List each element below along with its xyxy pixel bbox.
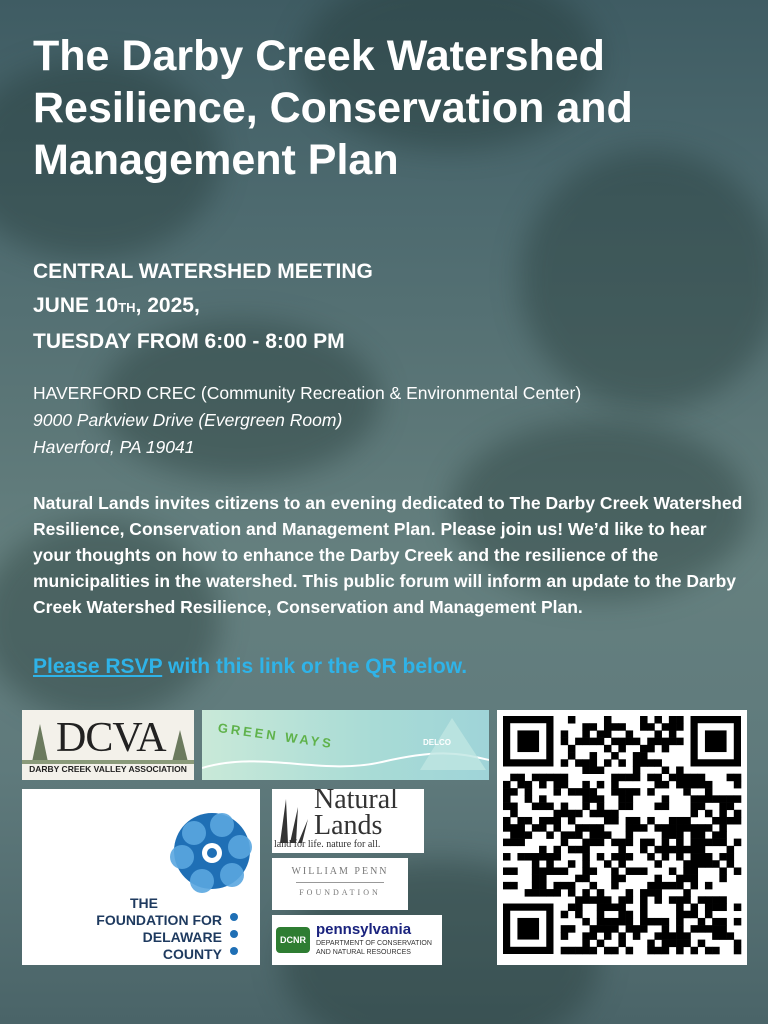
grass-icon	[274, 793, 314, 845]
venue-address-line1: 9000 Parkview Drive (Evergreen Room)	[33, 410, 343, 430]
meeting-details	[33, 255, 373, 359]
natural-lands-logo: Natural Lands land for life. nature for all.	[272, 789, 424, 853]
dcva-logo: DCVA DARBY CREEK VALLEY ASSOCIATION	[22, 710, 194, 780]
meeting-name: CENTRAL WATERSHED MEETING	[33, 260, 373, 283]
page-title: The Darby Creek Watershed Resilience, Conservation and Management Plan	[33, 32, 633, 184]
keystone-icon: DCNR	[276, 927, 310, 953]
meeting-date: JUNE 10TH, 2025,	[33, 294, 200, 317]
venue-block	[33, 380, 581, 461]
rsvp-line: Please RSVP with this link or the QR below.	[33, 655, 468, 678]
pa-dcnr-logo: DCNR pennsylvania DEPARTMENT OF CONSERVATION AND NATURAL RESOURCES	[272, 915, 442, 965]
foundation-delaware-county-logo: THE FOUNDATION FOR DELAWARE COUNTY	[22, 789, 260, 965]
invitation-text: Natural Lands invites citizens to an evening dedicated to The Darby Creek Watershed Resilience, Conservation and Management Plan. Please join us! We’d like to hear your thoughts on how to enhance the Darby Creek and the resilience of the municipalities in the watershed. This public forum will inform an update to the Darby Creek Watershed Resilience, Conservation and Management Plan.	[33, 493, 743, 617]
venue-name: HAVERFORD CREC (Community Recreation & Environmental Center)	[33, 383, 582, 403]
william-penn-foundation-logo: WILLIAM PENN FOUNDATION	[272, 858, 408, 910]
venue-address-line2: Haverford, PA 19041	[33, 437, 195, 457]
greenways-logo: GREEN WAYS DELCO	[202, 710, 489, 780]
rsvp-link[interactable]: Please RSVP	[33, 655, 163, 678]
rsvp-qr-code[interactable]	[497, 710, 747, 965]
meeting-time: TUESDAY FROM 6:00 - 8:00 PM	[33, 330, 345, 353]
